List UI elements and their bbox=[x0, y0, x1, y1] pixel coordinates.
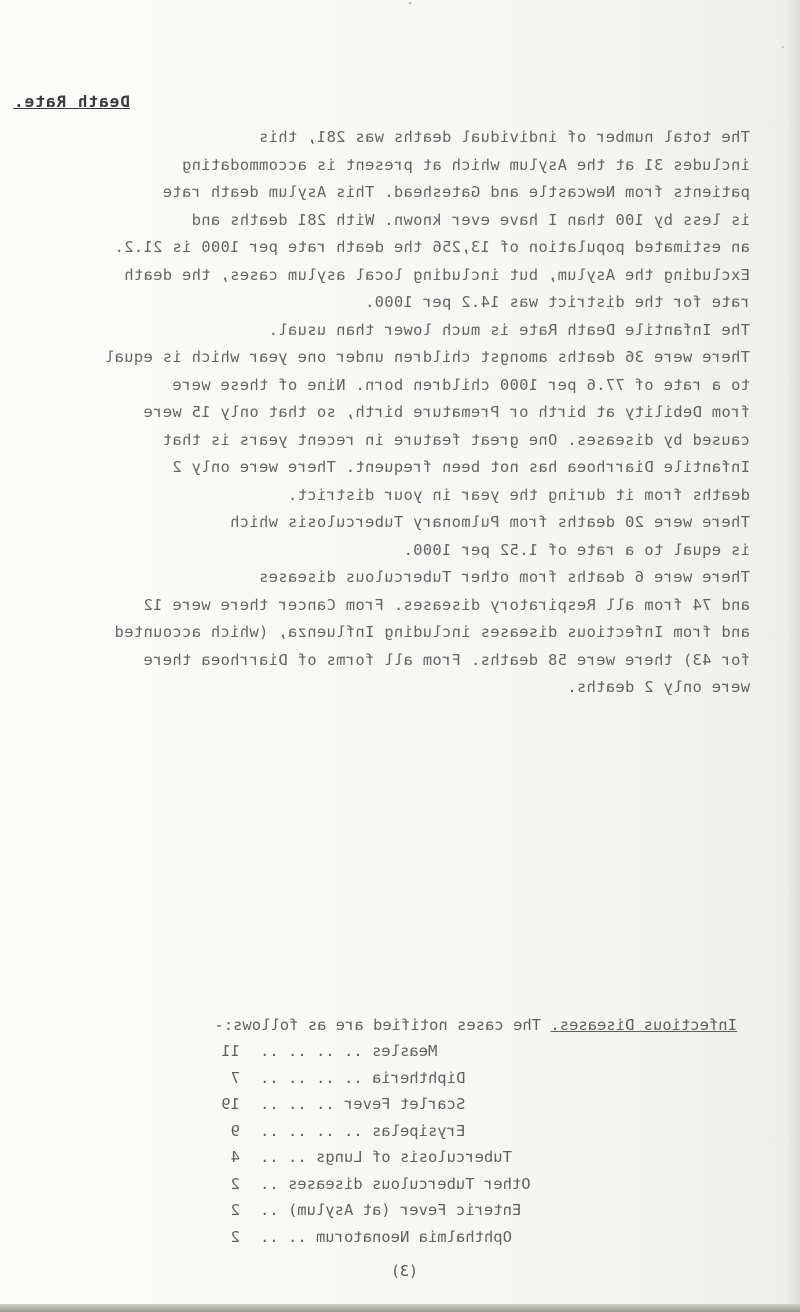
row-value: 2 bbox=[230, 1227, 240, 1246]
table-row bbox=[110, 1069, 710, 1096]
row-value: 7 bbox=[230, 1068, 240, 1087]
body-line: The Infantile Death Rate is much lower than usual. bbox=[268, 320, 750, 339]
page-edge-shadow bbox=[786, 0, 800, 1312]
body-line: is less by 100 than I have ever known. With 281 deaths and bbox=[191, 210, 750, 229]
body-line: and from Infectious diseases including Influenza, (which accounted bbox=[114, 623, 750, 641]
table-row bbox=[110, 1042, 710, 1069]
table-row bbox=[110, 1095, 710, 1122]
body-line: Infantile Diarrhoea has not been frequent. There were only 2 bbox=[172, 458, 750, 476]
body-line: rate for the district was 14.2 per 1000. bbox=[364, 293, 750, 311]
row-value: 2 bbox=[230, 1201, 240, 1219]
row-label: Diphtheria .. .. .. .. bbox=[260, 1068, 466, 1087]
table-heading bbox=[214, 1016, 737, 1034]
table-row bbox=[110, 1228, 710, 1255]
row-value: 2 bbox=[230, 1174, 240, 1193]
body-line: There were 6 deaths from other Tuberculous diseases bbox=[258, 568, 750, 586]
table-row bbox=[110, 1122, 710, 1149]
body-line: There were 36 deaths amongst children under one year which is equal bbox=[104, 348, 750, 366]
row-value: 19 bbox=[221, 1095, 240, 1113]
body-line: and 74 from all Respiratory diseases. From Cancer there were 12 bbox=[143, 595, 750, 614]
table-row bbox=[110, 1201, 710, 1228]
body-line: There were 20 deaths from Pulmonary Tuberculosis which bbox=[229, 513, 750, 531]
body-line: for 43) there were 58 deaths. From all forms of Diarrhoea there bbox=[143, 650, 750, 669]
scan-bottom-edge bbox=[0, 1304, 800, 1312]
body-line: includes 31 at the Asylum which at present is accommodating bbox=[181, 155, 750, 174]
table-row bbox=[110, 1148, 710, 1175]
row-label: Erysipelas .. .. .. .. bbox=[260, 1121, 466, 1140]
row-label: Other Tuberculous diseases .. bbox=[260, 1174, 531, 1193]
row-value: 9 bbox=[230, 1121, 240, 1140]
page-number: (3) bbox=[390, 1262, 418, 1280]
body-line: patients from Newcastle and Gateshead. This Asylum death rate bbox=[162, 183, 750, 201]
row-label: Enteric Fever (at Asylum) .. bbox=[260, 1201, 522, 1219]
body-line: an estimated population of 13,256 the death rate per 1000 is 21.2. bbox=[114, 238, 750, 256]
row-label: Measles .. .. .. .. bbox=[260, 1042, 438, 1060]
table-row bbox=[110, 1175, 710, 1202]
row-label: Scarlet Fever .. .. .. bbox=[260, 1095, 466, 1113]
body-line: The total number of individual deaths was 281, this bbox=[258, 128, 750, 146]
body-line: is equal to a rate of 1.52 per 1000. bbox=[403, 540, 750, 559]
body-line: deaths from it during the year in your district. bbox=[287, 485, 750, 504]
row-label: Ophthalmia Neonatorum .. .. bbox=[260, 1227, 512, 1246]
row-value: 4 bbox=[230, 1148, 240, 1166]
scan-artifact-mark: ˊ bbox=[780, 46, 787, 57]
table-heading-text: The cases notified are as follows:- bbox=[214, 1016, 551, 1034]
body-line: were only 2 deaths. bbox=[566, 678, 750, 696]
row-label: Tuberculosis of Lungs .. .. bbox=[260, 1148, 512, 1166]
notifications-table bbox=[110, 1042, 710, 1254]
section-heading: Death Rate. bbox=[13, 92, 130, 111]
row-value: 11 bbox=[221, 1042, 240, 1060]
body-line: to a rate of 77.6 per 1000 children born. Nine of these were bbox=[172, 375, 750, 394]
scan-artifact-mark: ˇ bbox=[407, 2, 414, 13]
body-text bbox=[36, 124, 750, 702]
body-line: from Debility at birth or Premature birth, so that only 15 were bbox=[143, 403, 750, 421]
table-heading-title: Infectious Diseases. bbox=[550, 1016, 737, 1034]
body-line: Excluding the Asylum, but including local asylum cases, the death bbox=[123, 265, 750, 284]
body-line: caused by diseases. One great feature in recent years is that bbox=[162, 430, 750, 449]
